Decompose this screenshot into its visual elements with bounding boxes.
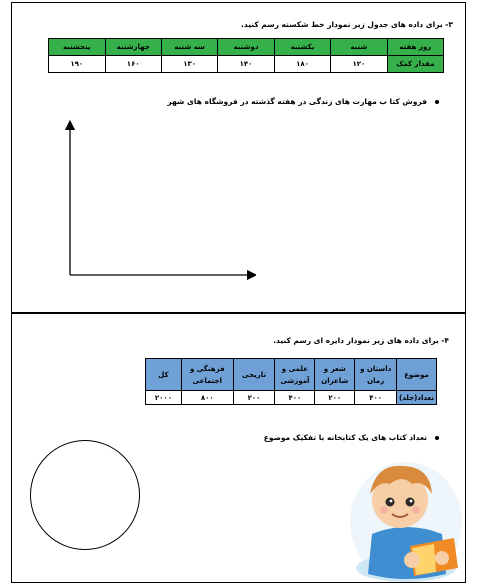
- table-cell: ۴۰۰: [275, 391, 315, 405]
- table-header-cell: سه شنبه: [161, 39, 217, 56]
- table-cell: ۲۰۰۰: [146, 391, 182, 405]
- table-cell: ۱۶۰: [105, 56, 161, 73]
- table-header-cell: چهارشنبه: [105, 39, 161, 56]
- table-header-cell: شنبه: [331, 39, 387, 56]
- blank-pie-circle: [30, 440, 140, 550]
- bullet-dot: [435, 436, 439, 440]
- table-header-cell: شعر و شاعران: [315, 359, 355, 391]
- table-header-cell: علمی و آموزشی: [275, 359, 315, 391]
- pie-chart-caption: [264, 433, 439, 442]
- line-chart-caption: [167, 97, 439, 106]
- table-header-cell: فرهنگی و اجتماعی: [181, 359, 233, 391]
- table-cell: ۱۲۰: [331, 56, 387, 73]
- table-header-cell: موضوع: [397, 359, 437, 391]
- table-header-cell: پنجشنبه: [49, 39, 106, 56]
- line-chart-caption-text: فروش کتا ب مهارت های زندگی در هفته گذشته در فروشگاه های شهر: [167, 97, 427, 106]
- table-header-cell: کل: [146, 359, 182, 391]
- table-cell: ۱۴۰: [218, 56, 274, 73]
- bullet-dot: [435, 100, 439, 104]
- table-header-cell: یکشنبه: [274, 39, 330, 56]
- question-4-prompt: ۴- برای داده های زیر نمودار دایره ای رسم کنید.: [273, 336, 449, 345]
- table-cell: ۱۹۰: [49, 56, 106, 73]
- child-reading-illustration: [350, 450, 462, 582]
- table-cell: ۸۰۰: [181, 391, 233, 405]
- table-header-cell: تاریخی: [233, 359, 275, 391]
- table-row-label: تعداد(جلد): [397, 391, 437, 405]
- table-cell: ۲۰۰: [233, 391, 275, 405]
- table-cell: ۱۳۰: [161, 56, 217, 73]
- table-cell: ۴۰۰: [355, 391, 397, 405]
- table-header-cell: دوشنبه: [218, 39, 274, 56]
- question-3-prompt: ۳- برای داده های جدول زیر نمودار خط شکسته رسم کنید.: [241, 20, 453, 29]
- table-cell: ۱۸۰: [274, 56, 330, 73]
- question-4-table: [145, 358, 437, 405]
- table-cell: ۲۰۰: [315, 391, 355, 405]
- blank-chart-axes: [56, 117, 256, 282]
- question-3-table: [48, 38, 444, 73]
- table-header-cell: روز هفته: [387, 39, 443, 56]
- pie-chart-caption-text: تعداد کتاب های یک کتابخانه با تفکیک موضوع: [263, 433, 427, 442]
- table-header-cell: داستان و رمان: [355, 359, 397, 391]
- table-row-label: مقدار کمک: [387, 56, 443, 73]
